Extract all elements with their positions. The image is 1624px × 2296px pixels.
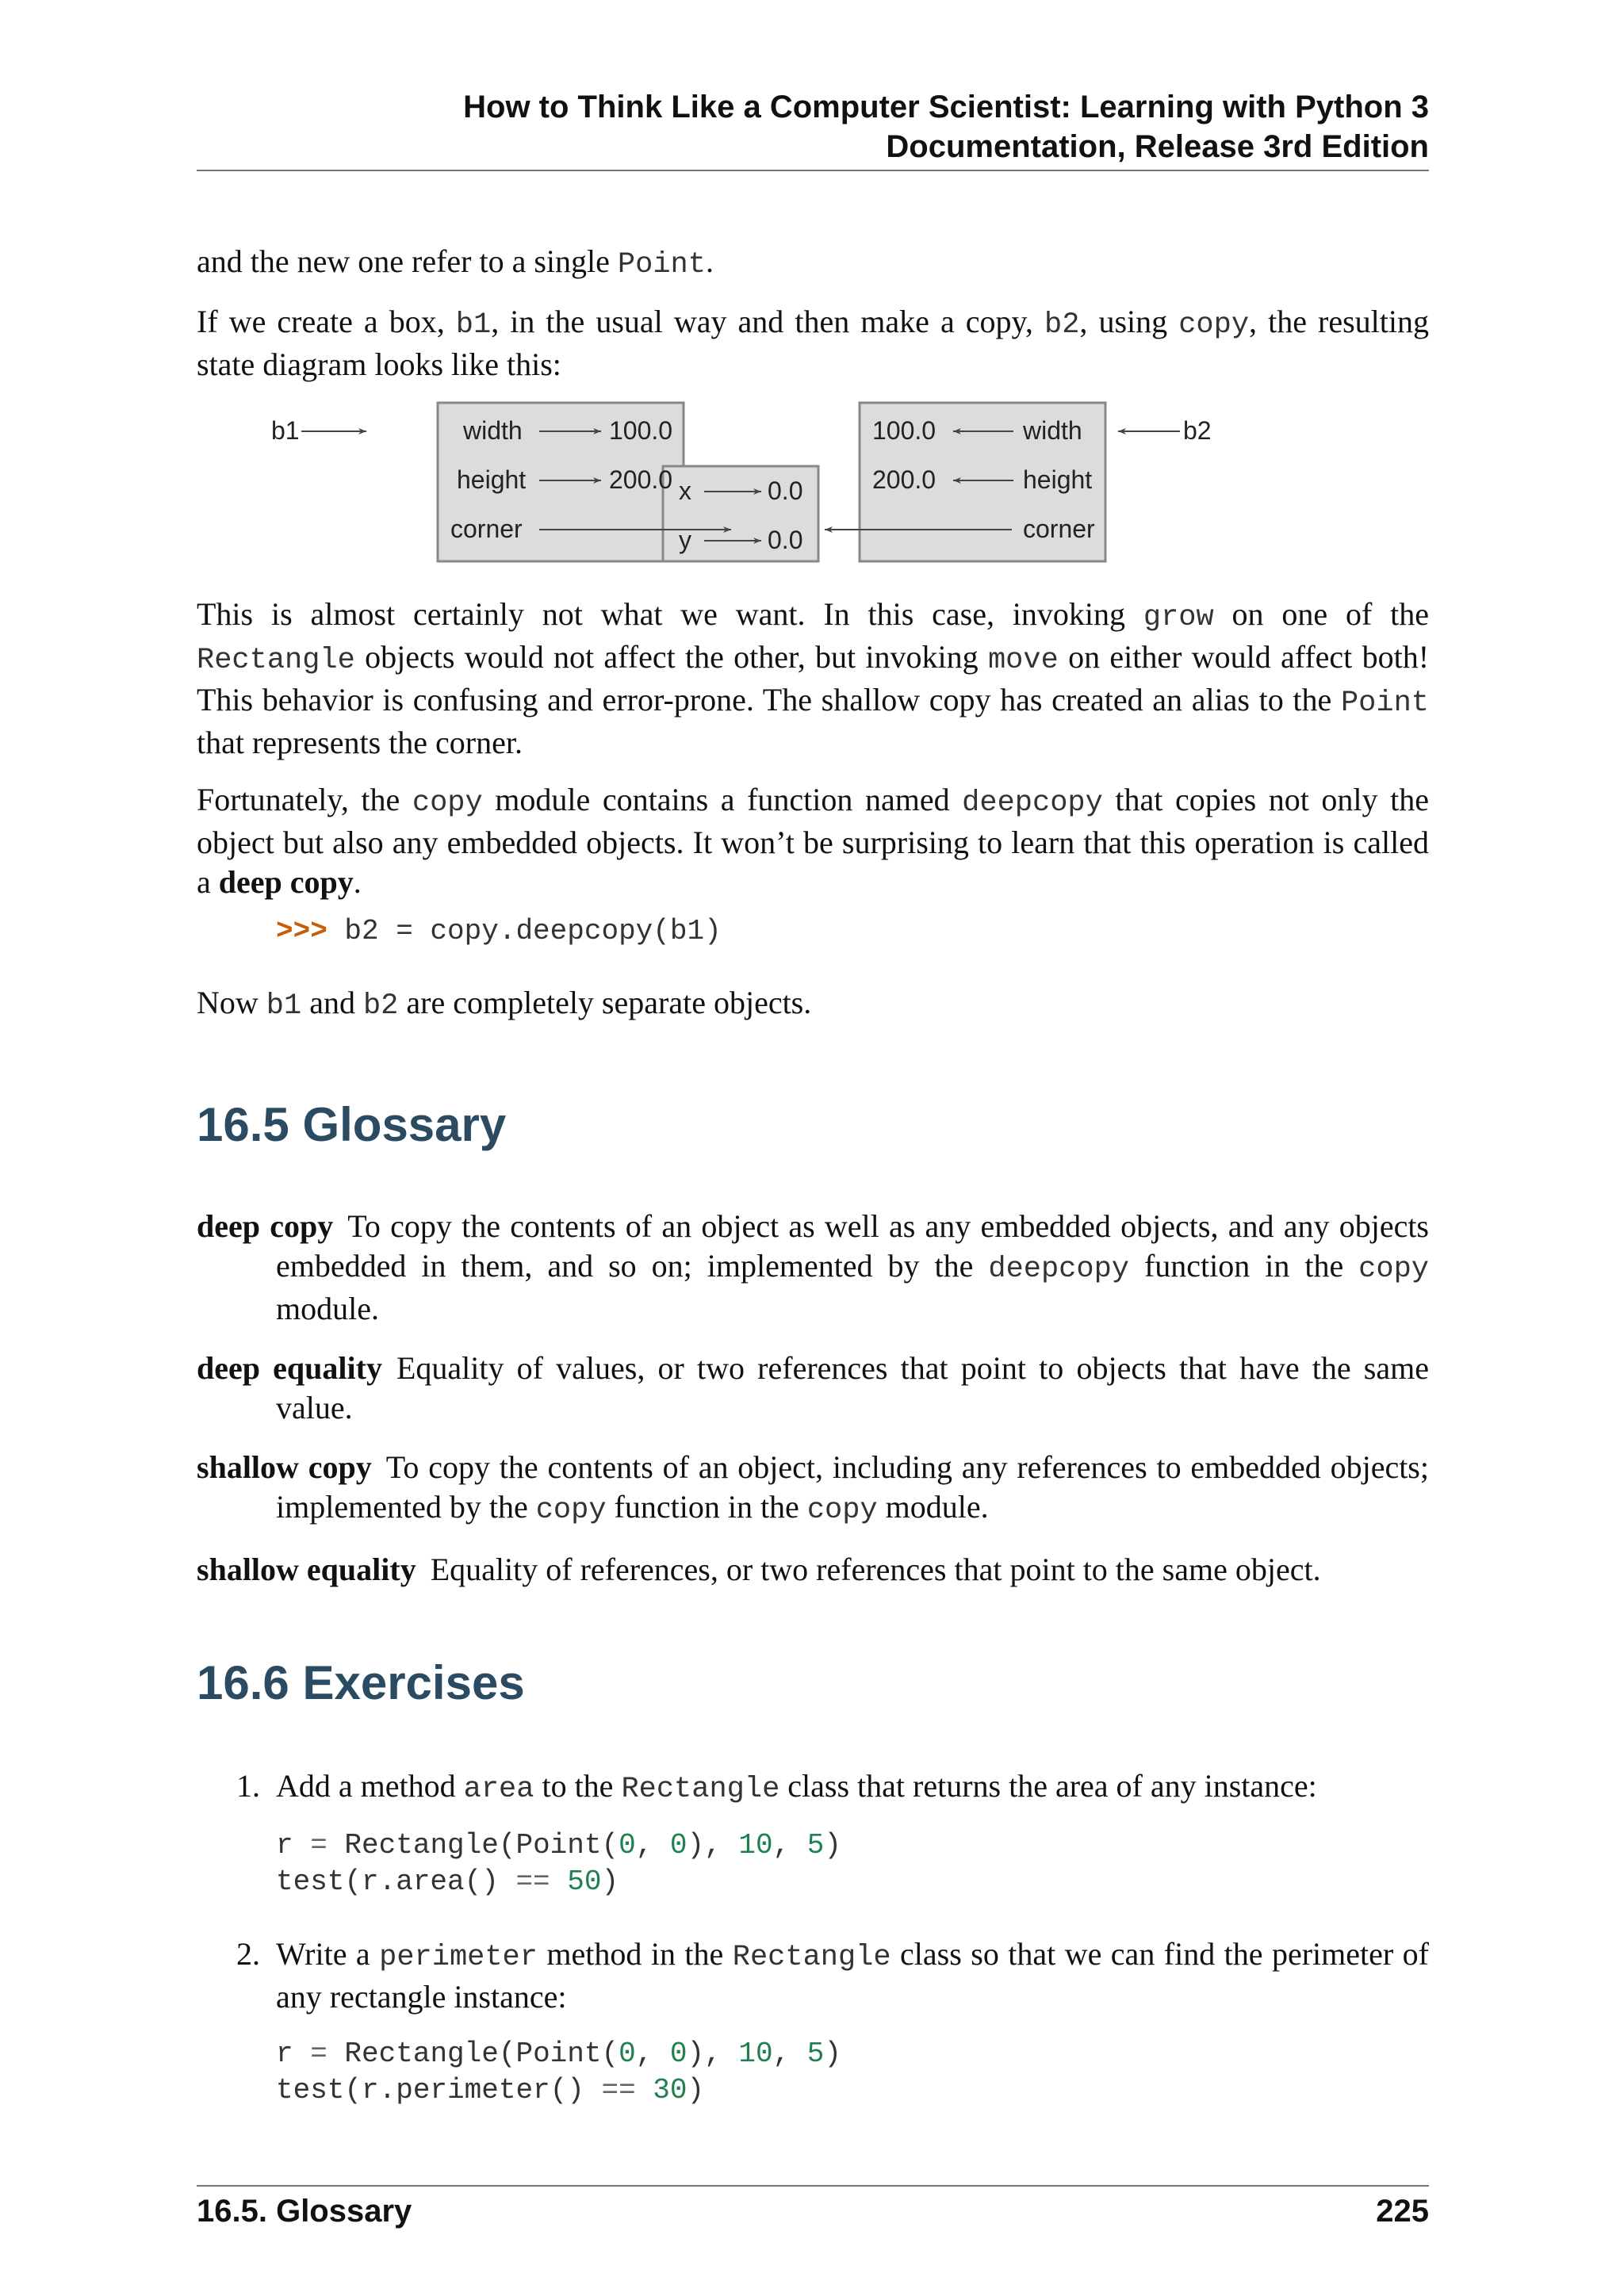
header-line-2: Documentation, Release 3rd Edition (886, 129, 1429, 164)
fortunately-paragraph (197, 780, 1429, 902)
text-run: , using (1079, 304, 1179, 339)
code-rectangle: Rectangle (621, 1773, 780, 1806)
code-b1: b1 (266, 989, 302, 1023)
label-width-left: width (463, 416, 523, 445)
intro-text (197, 242, 1429, 402)
code-operator: == (515, 1866, 550, 1898)
exercise-text (197, 1934, 1429, 2017)
code-perimeter: perimeter (379, 1941, 538, 1974)
text-run: on one of the (1213, 596, 1429, 632)
code-operator: = (310, 1829, 327, 1862)
code-token: ) (824, 2038, 841, 2070)
discussion-paragraph (197, 595, 1429, 763)
text-run: that represents the corner. (197, 725, 523, 760)
text-run: module contains a function named (482, 782, 963, 817)
glossary-term: shallow copy (197, 1449, 372, 1485)
code-number: 0 (619, 2038, 636, 2070)
text-run: to the (534, 1768, 622, 1804)
text-run: objects would not affect the other, but invoking (354, 639, 988, 675)
code-token: r (276, 1829, 311, 1862)
code-rectangle: Rectangle (732, 1941, 891, 1974)
text-run: Fortunately, the (197, 782, 412, 817)
text-run: class that returns the area of any instance: (779, 1768, 1317, 1804)
code-line-1 (276, 1827, 841, 1864)
python-prompt: >>> (276, 915, 327, 947)
glossary-entry-deep-copy (197, 1207, 1429, 1329)
exercise-2-code (276, 2036, 841, 2109)
code-copy: copy (806, 1494, 878, 1527)
code-number: 30 (653, 2074, 688, 2107)
intro-paragraph-2 (197, 302, 1429, 385)
code-token: ), (687, 1829, 739, 1862)
code-copy: copy (412, 786, 483, 820)
glossary-term: shallow equality (197, 1552, 416, 1587)
code-token: test(r.perimeter() (276, 2074, 602, 2107)
code-token: , (772, 2038, 807, 2070)
text-run: and (301, 985, 363, 1020)
code-token: ) (601, 1866, 619, 1898)
code-number: 5 (806, 2038, 825, 2070)
code-token: test(r.area() (276, 1866, 516, 1898)
code-number: 50 (567, 1866, 602, 1898)
code-b2: b2 (362, 989, 399, 1023)
state-diagram-svg (270, 395, 1380, 577)
code-deepcopy-example (276, 913, 722, 950)
intro-paragraph-1 (197, 242, 1429, 285)
code-line-1 (276, 2036, 841, 2072)
page-number: 225 (1376, 2194, 1429, 2229)
exercise-number: 2. (236, 1936, 260, 1972)
code-grow: grow (1143, 601, 1214, 634)
code-b2: b2 (1044, 308, 1080, 342)
text-run: If we create a box, (197, 304, 456, 339)
code-point: Point (1340, 687, 1429, 720)
code-operator: = (310, 2038, 327, 2070)
code-token (550, 1866, 568, 1898)
text-run: To copy the contents of an object, including any references to embedded objects; implemented by the (276, 1449, 1429, 1525)
text-run: that copies not only the object but also any embedded objects. It won’t be surprising to learn that this operation is called a (197, 782, 1430, 900)
exercise-text (197, 1766, 1429, 1809)
code-point: Point (617, 248, 706, 281)
term-deep-copy: deep copy (218, 864, 354, 900)
code-number: 10 (738, 1829, 773, 1862)
code-area: area (463, 1773, 534, 1806)
exercise-number: 1. (236, 1768, 260, 1804)
text-run: To copy the contents of an object as well as any embedded objects, and any objects embedded in them, and so on; implemented by the (276, 1208, 1429, 1284)
code-move: move (987, 644, 1059, 677)
glossary-entry-deep-equality (197, 1349, 1429, 1428)
text-run: module. (877, 1489, 989, 1525)
footer-section-label: 16.5. Glossary (197, 2194, 412, 2229)
code-b1: b1 (455, 308, 492, 342)
value-height-right: 200.0 (872, 465, 936, 494)
code-operator: == (601, 2074, 636, 2107)
text-run: Equality of values, or two references that point to objects that have the same value. (276, 1350, 1429, 1425)
code-token: ), (687, 2038, 739, 2070)
code-number: 0 (619, 1829, 636, 1862)
code-deepcopy: deepcopy (988, 1253, 1129, 1286)
value-width-left: 100.0 (609, 416, 673, 445)
label-b1: b1 (271, 416, 300, 445)
header-rule (197, 170, 1429, 171)
text-run: and the new one refer to a single (197, 243, 618, 279)
now-paragraph (197, 983, 1429, 1026)
code-token (636, 2074, 653, 2107)
code-line-2 (276, 1864, 841, 1900)
state-diagram (270, 395, 1380, 577)
text-run: Write a (276, 1936, 380, 1972)
exercise-2 (197, 1934, 1429, 2017)
text-run: function in the (1129, 1248, 1359, 1284)
text-run: Equality of references, or two references that point to the same object. (430, 1552, 1321, 1587)
label-height-right: height (1023, 465, 1093, 494)
glossary-term: deep copy (197, 1208, 334, 1244)
text-run: , the resulting state diagram looks like this: (197, 304, 1429, 382)
code-deepcopy: deepcopy (962, 786, 1103, 820)
value-width-right: 100.0 (872, 416, 936, 445)
code-token: , (635, 2038, 670, 2070)
exercise-1 (197, 1766, 1429, 1809)
glossary-entry-shallow-equality (197, 1550, 1429, 1590)
text-run: are completely separate objects. (398, 985, 812, 1020)
label-corner-right: corner (1023, 515, 1095, 543)
label-b2: b2 (1183, 416, 1212, 445)
text-run: This is almost certainly not what we want. In this case, invoking (197, 596, 1143, 632)
text-run: . (353, 864, 362, 900)
value-height-left: 200.0 (609, 465, 673, 494)
running-header (197, 87, 1429, 166)
glossary-entry-shallow-copy (197, 1448, 1429, 1530)
value-y: 0.0 (768, 526, 803, 554)
text-run: on either would affect both! This behavior is confusing and error-prone. The shallow copy has created an alias to the (197, 639, 1430, 718)
glossary-list (197, 1207, 1429, 1609)
code-number: 0 (669, 1829, 688, 1862)
code-token: Rectangle(Point( (327, 1829, 619, 1862)
now-text (197, 983, 1429, 1043)
code-copy: copy (1358, 1253, 1429, 1286)
code-token: ) (687, 2074, 705, 2107)
glossary-term: deep equality (197, 1350, 382, 1386)
text-run: class so that we can find the perimeter of any rectangle instance: (276, 1936, 1429, 2015)
label-y: y (679, 526, 691, 554)
code-token: , (635, 1829, 670, 1862)
code-line: b2 = copy.deepcopy(b1) (327, 915, 722, 947)
code-token: Rectangle(Point( (327, 2038, 619, 2070)
label-width-right: width (1023, 416, 1082, 445)
code-token: r (276, 2038, 311, 2070)
text-run: method in the (537, 1936, 733, 1972)
code-token: , (772, 1829, 807, 1862)
code-copy: copy (535, 1494, 607, 1527)
text-run: . (705, 243, 714, 279)
text-run: , in the usual way and then make a copy, (491, 304, 1044, 339)
label-corner-left: corner (450, 515, 523, 543)
label-height-left: height (457, 465, 527, 494)
text-run: Add a method (276, 1768, 464, 1804)
document-page (197, 0, 1429, 2296)
section-heading-exercises: 16.6 Exercises (197, 1656, 525, 1709)
code-number: 5 (806, 1829, 825, 1862)
code-line-2 (276, 2072, 841, 2109)
value-x: 0.0 (768, 476, 803, 505)
code-copy: copy (1178, 308, 1250, 342)
code-rectangle: Rectangle (197, 644, 355, 677)
text-run: function in the (606, 1489, 807, 1525)
exercise-1-code (276, 1827, 841, 1900)
header-line-1: How to Think Like a Computer Scientist: Learning with Python 3 (463, 90, 1429, 124)
code-token: ) (824, 1829, 841, 1862)
label-x: x (679, 476, 691, 505)
text-run: Now (197, 985, 266, 1020)
footer-rule (197, 2185, 1429, 2187)
discussion-text (197, 595, 1429, 920)
text-run: module. (276, 1291, 379, 1326)
section-heading-glossary: 16.5 Glossary (197, 1098, 507, 1151)
code-number: 10 (738, 2038, 773, 2070)
code-number: 0 (669, 2038, 688, 2070)
